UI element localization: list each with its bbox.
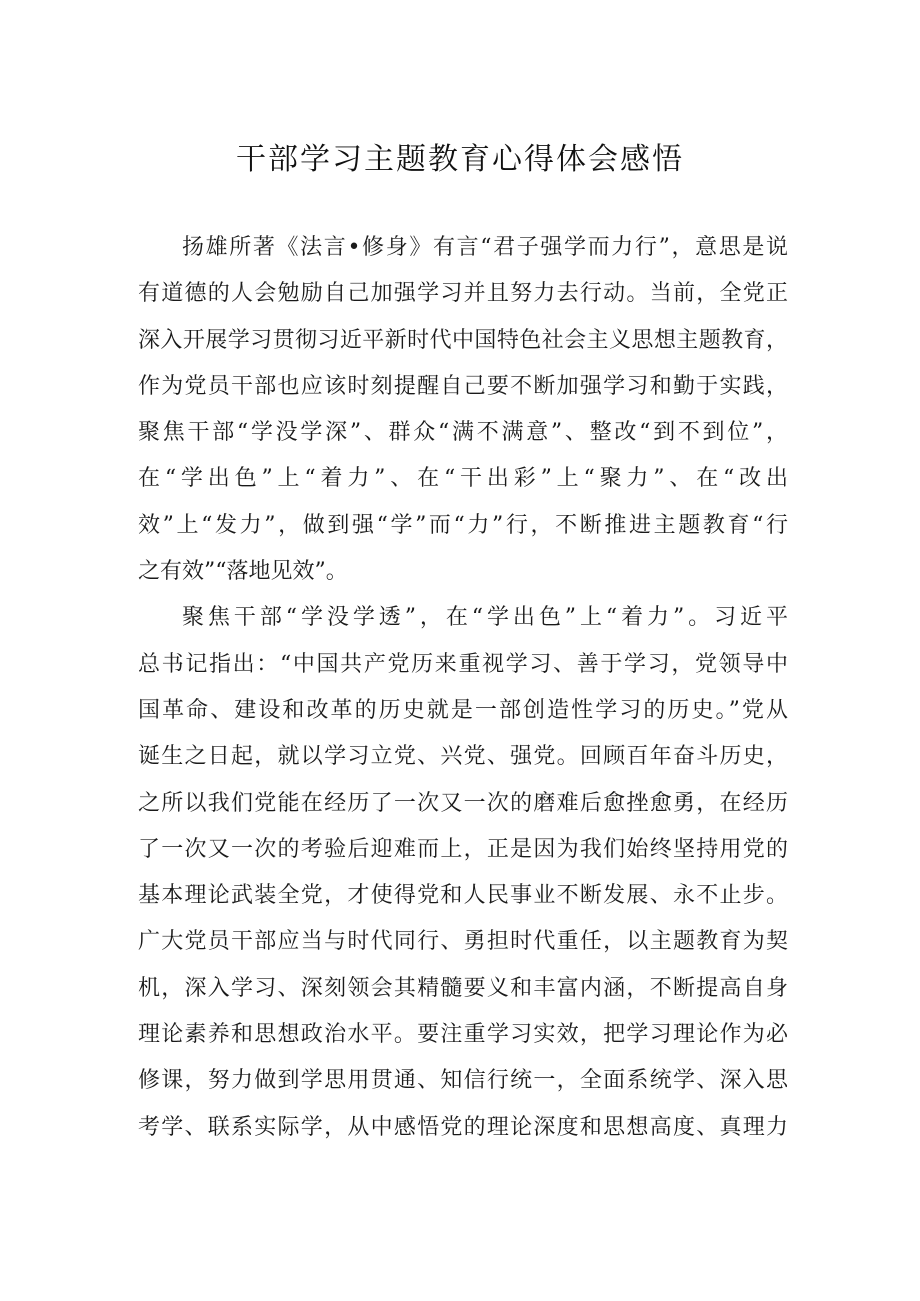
paragraph-2 — [138, 595, 788, 1151]
paragraph-line: 考学、联系实际学，从中感悟党的理论深度和思想高度、真理力 — [138, 1114, 788, 1140]
paragraph-line: 之有效”“落地见效”。 — [138, 559, 348, 585]
paragraph-line: 广大党员干部应当与时代同行、勇担时代重任，以主题教育为契 — [138, 929, 788, 955]
paragraph-line: 诞生之日起，就以学习立党、兴党、强党。回顾百年奋斗历史， — [138, 744, 788, 770]
paragraph-line: 扬雄所著《法言•修身》有言“君子强学而力行”，意思是说 — [182, 235, 788, 260]
paragraph-line: 之所以我们党能在经历了一次又一次的磨难后愈挫愈勇，在经历 — [138, 790, 788, 816]
paragraph-1 — [138, 225, 788, 595]
paragraph-line: 作为党员干部也应该时刻提醒自己要不断加强学习和勤于实践， — [138, 373, 788, 399]
paragraph-line: 理论素养和思想政治水平。要注重学习实效，把学习理论作为必 — [138, 1022, 788, 1048]
paragraph-line: 修课，努力做到学思用贯通、知信行统一，全面系统学、深入思 — [138, 1068, 788, 1094]
paragraph-line: 了一次又一次的考验后迎难而上，正是因为我们始终坚持用党的 — [138, 836, 788, 862]
paragraph-line: 效”上“发力”，做到强“学”而“力”行，不断推进主题教育“行 — [138, 512, 788, 538]
paragraph-line: 国革命、建设和改革的历史就是一部创造性学习的历史。”党从 — [138, 697, 788, 723]
paragraph-line: 在“学出色”上“着力”、在“干出彩”上“聚力”、在“改出 — [138, 466, 788, 492]
paragraph-line: 机，深入学习、深刻领会其精髓要义和丰富内涵，不断提高自身 — [138, 975, 788, 1001]
paragraph-line: 基本理论武装全党，才使得党和人民事业不断发展、永不止步。 — [138, 883, 788, 909]
paragraph-line: 深入开展学习贯彻习近平新时代中国特色社会主义思想主题教育， — [138, 327, 788, 353]
paragraph-line: 有道德的人会勉励自己加强学习并且努力去行动。当前，全党正 — [138, 281, 788, 307]
paragraph-line: 聚焦干部“学没学透”，在“学出色”上“着力”。习近平 — [182, 605, 788, 631]
document-title: 干部学习主题教育心得体会感悟 — [236, 142, 684, 177]
paragraph-line: 总书记指出：“中国共产党历来重视学习、善于学习，党领导中 — [138, 651, 788, 677]
paragraph-line: 聚焦干部“学没学深”、群众“满不满意”、整改“到不到位”， — [138, 420, 788, 446]
document-body — [138, 225, 788, 1151]
